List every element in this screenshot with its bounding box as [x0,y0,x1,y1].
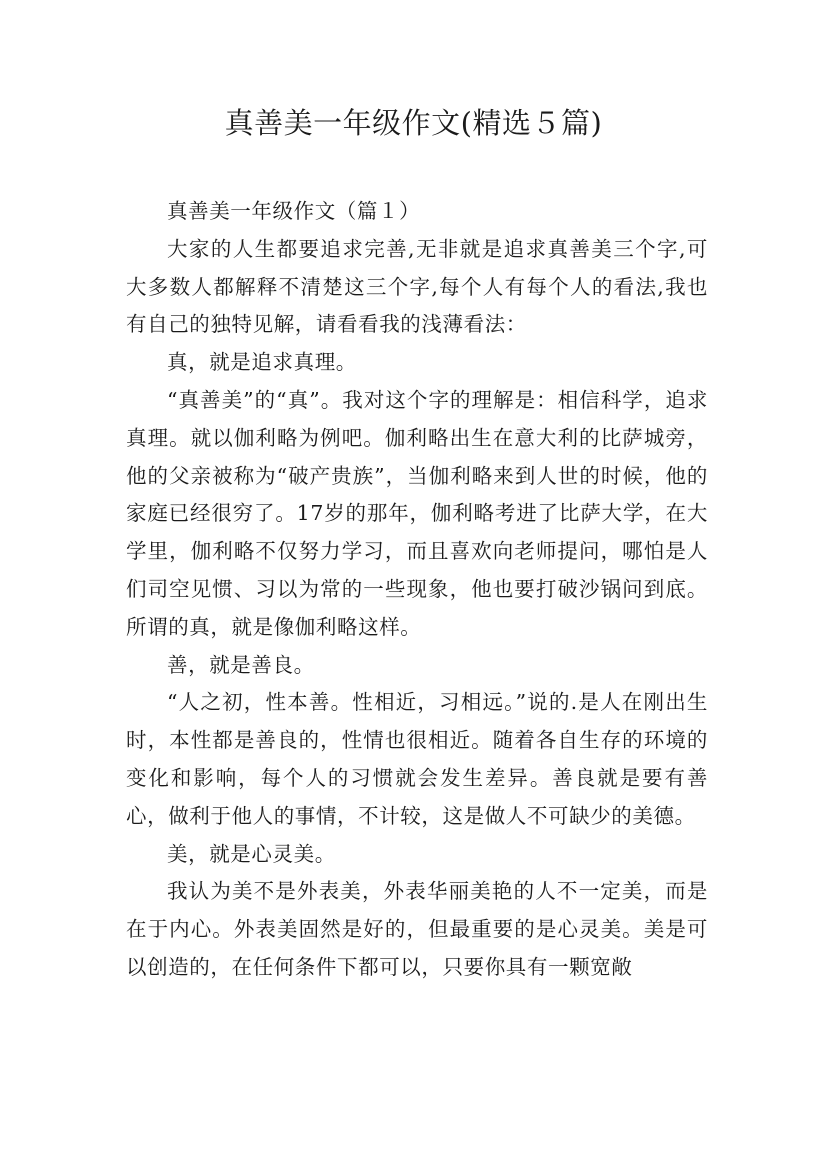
paragraph-heading: 真善美一年级作文（篇１） [167,199,421,223]
paragraph: 真，就是追求真理。 [167,350,357,375]
paragraph: 我认为美不是外表美，外表华丽美艳的人不一定美，而是在于内心。外表美固然是好的，但最重要的是心灵美。美是可以创造的，在任何条件下都可以，只要你具有一颗宽敞 [126,879,708,979]
document-title: 真善美一年级作文(精选５篇) [224,106,603,140]
paragraph: 善，就是善良。 [167,652,315,677]
document-body [126,193,708,987]
paragraph: “真善美”的“真”。我对这个字的理解是：相信科学，追求真理。就以伽利略为例吧。伽利略出生在意大利的比萨城旁，他的父亲被称为“破产贵族”，当伽利略来到人世的时候，他的家庭已经很穷了。17岁的那年，伽利略考进了比萨大学，在大学里，伽利略不仅努力学习，而且喜欢向老师提问，哪怕是人们司空见惯、习以为常的一些现象，他也要打破沙锅问到底。所谓的真，就是像伽利略这样。 [126,387,708,639]
paragraph: 美，就是心灵美。 [167,841,336,866]
paragraph: “人之初，性本善。性相近，习相远。”说的.是人在刚出生时，本性都是善良的，性情也很相近。随着各自生存的环境的变化和影响，每个人的习惯就会发生差异。善良就是要有善心，做利于他人的事情，不计较，这是做人不可缺少的美德。 [126,690,708,828]
paragraph: 大家的人生都要追求完善,无非就是追求真善美三个字,可大多数人都解释不清楚这三个字,每个人有每个人的看法,我也有自己的独特见解，请看看我的浅薄看法： [126,236,708,337]
